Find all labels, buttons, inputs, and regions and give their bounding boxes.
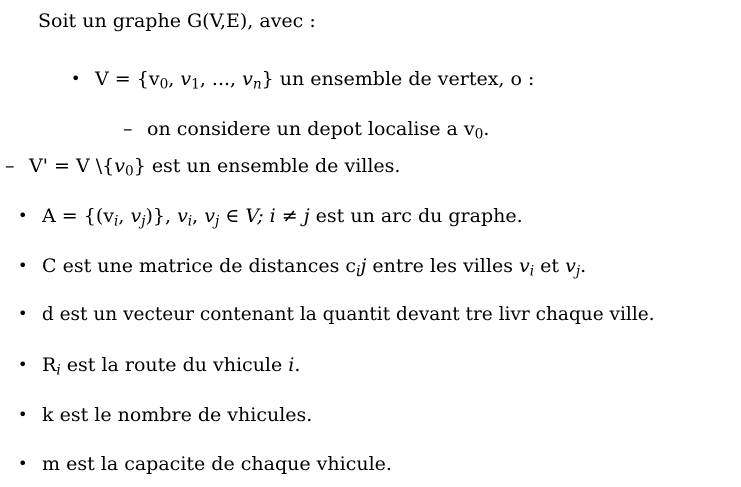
dash-icon: –	[123, 118, 133, 140]
depot-subitem: – on considere un depot localise a $v_0$.	[123, 118, 490, 143]
bullet-icon: •	[18, 206, 28, 225]
bullet-icon: •	[18, 304, 28, 323]
intro-line	[38, 12, 316, 31]
vertex-set-item: • $V = \{v_0$, $v_1$, ..., $v_n$} un ensemble de vertex, o :	[71, 68, 535, 93]
distances-item: • C est une matrice de distances $c_ij$ entre les villes $v_i$ et $v_j$.	[18, 255, 587, 280]
bullet-icon: •	[18, 355, 28, 374]
dash-icon: –	[5, 155, 15, 177]
vehicle-count-text: k est le nombre de vhicules.	[42, 404, 313, 426]
bullet-icon: •	[71, 69, 81, 88]
villes-item: – V' = V $\backslash\{v_0\}$ est un ensemble de villes.	[5, 155, 401, 180]
arcs-item: • $A = \{(v_i$, $v_j$)}, $v_i$, $v_j$ ∈ V; i ≠ j est un arc du graphe.	[18, 205, 523, 230]
demand-item	[18, 306, 655, 325]
vehicle-count-item	[18, 406, 312, 425]
intro-text: Soit un graphe G(V,E), avec :	[38, 10, 316, 32]
capacity-text: m est la capacite de chaque vhicule.	[42, 453, 392, 475]
bullet-icon: •	[18, 405, 28, 424]
demand-text: d est un vecteur contenant la quantit devant tre livr chaque ville.	[41, 304, 655, 325]
capacity-item	[18, 455, 392, 474]
bullet-icon: •	[18, 454, 28, 473]
route-item: • $R_i$ est la route du vhicule i.	[18, 354, 301, 379]
bullet-icon: •	[18, 256, 28, 275]
